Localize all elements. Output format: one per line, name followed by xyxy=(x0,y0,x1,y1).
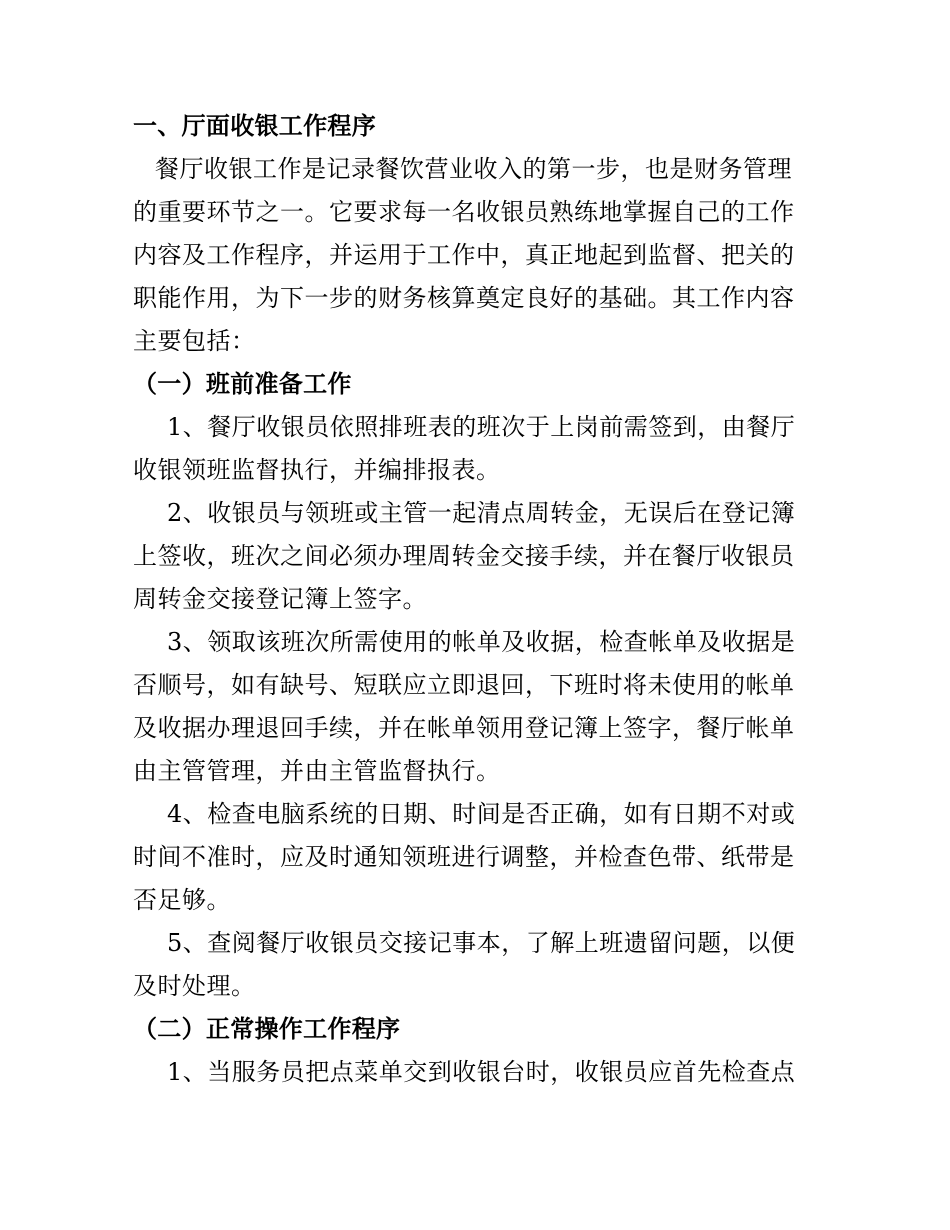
paragraph-line: 内容及工作程序，并运用于工作中，真正地起到监督、把关的 xyxy=(133,241,795,269)
paragraph-line: 职能作用，为下一步的财务核算奠定良好的基础。其工作内容 xyxy=(133,284,795,312)
list-item-line: 2、收银员与领班或主管一起清点周转金，无误后在登记簿 xyxy=(167,499,796,527)
list-item-line: 1、当服务员把点菜单交到收银台时，收银员应首先检查点 xyxy=(167,1058,796,1086)
paragraph-line: 否顺号，如有缺号、短联应立即退回，下班时将未使用的帐单 xyxy=(133,671,795,699)
document-page xyxy=(133,105,823,1094)
paragraph-line: 由主管管理，并由主管监督执行。 xyxy=(133,757,501,785)
paragraph-line: 否足够。 xyxy=(133,886,231,914)
paragraph-line: 餐厅收银工作是记录餐饮营业收入的第一步，也是财务管理 xyxy=(155,155,792,183)
section-heading: 一、厅面收银工作程序 xyxy=(133,112,376,140)
paragraph-line: 上签收，班次之间必须办理周转金交接手续，并在餐厅收银员 xyxy=(133,542,795,570)
paragraph-line: 及收据办理退回手续，并在帐单领用登记簿上签字，餐厅帐单 xyxy=(133,714,795,742)
list-item-line: 4、检查电脑系统的日期、时间是否正确，如有日期不对或 xyxy=(167,800,796,828)
paragraph-line: 主要包括： xyxy=(133,327,256,355)
paragraph-line: 时间不准时，应及时通知领班进行调整，并检查色带、纸带是 xyxy=(133,843,795,871)
list-item-line: 3、领取该班次所需使用的帐单及收据，检查帐单及收据是 xyxy=(167,628,796,656)
paragraph-line: 收银领班监督执行，并编排报表。 xyxy=(133,456,501,484)
paragraph-line: 的重要环节之一。它要求每一名收银员熟练地掌握自己的工作 xyxy=(133,198,795,226)
subsection-heading: （一）班前准备工作 xyxy=(133,370,352,398)
subsection-heading: （二）正常操作工作程序 xyxy=(133,1015,401,1043)
paragraph-line: 及时处理。 xyxy=(133,972,256,1000)
list-item-line: 1、餐厅收银员依照排班表的班次于上岗前需签到，由餐厅 xyxy=(167,413,796,441)
list-item-line: 5、查阅餐厅收银员交接记事本，了解上班遗留问题，以便 xyxy=(167,929,796,957)
paragraph-line: 周转金交接登记簿上签字。 xyxy=(133,585,427,613)
